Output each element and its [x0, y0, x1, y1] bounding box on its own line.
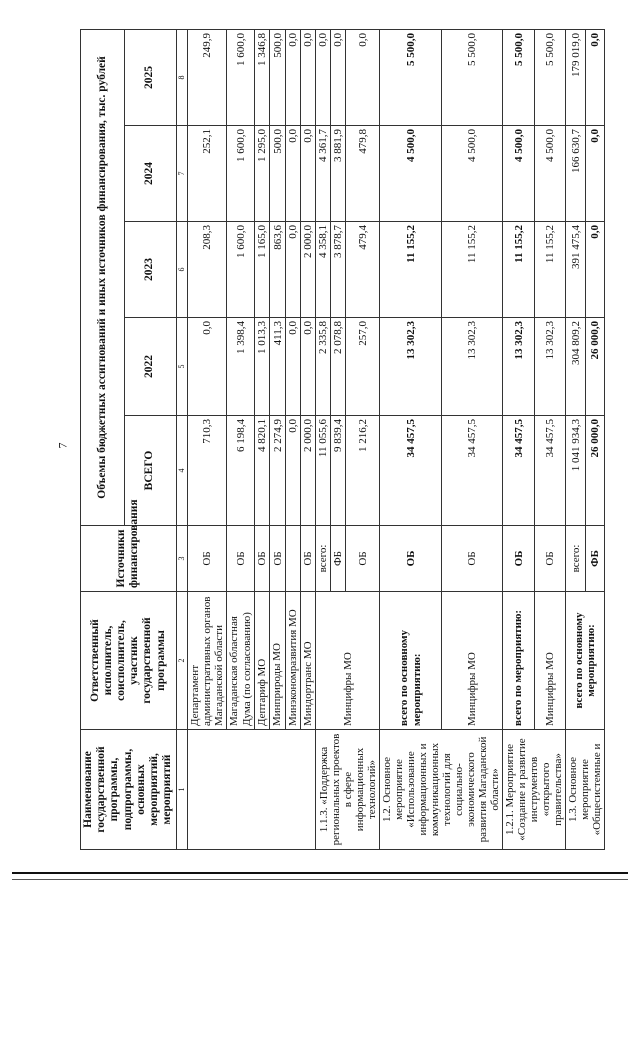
name-cell: 1.2. Основное мероприятие «Использование информационных и коммуникационных технологий для социально-экономического развития Магаданской области»: [380, 730, 503, 850]
name-cell: 1.1.3. «Поддержка региональных проектов в сфере информационных технологий»: [316, 730, 380, 850]
value-2023: 1 165,0: [255, 222, 270, 318]
value-2024: 166 630,7: [566, 126, 586, 222]
value-2025: 0,0: [331, 29, 346, 125]
responsible-cell: Департамент административных органов Магаданской области: [187, 592, 227, 730]
name-cell-empty: [187, 730, 316, 850]
value-2022: 0,0: [285, 318, 300, 416]
value-total: 9 839,4: [331, 416, 346, 526]
responsible-cell: всего по основному мероприятию:: [566, 592, 605, 730]
value-2025: 249,9: [187, 29, 227, 125]
source-cell: всего:: [566, 526, 586, 592]
value-2023: 863,6: [270, 222, 285, 318]
table-row: [301, 29, 316, 849]
table-row: [285, 29, 300, 849]
value-total: 1 041 934,3: [566, 416, 586, 526]
table-row: [534, 29, 566, 849]
table-row: [255, 29, 270, 849]
table-row: [441, 29, 503, 849]
value-2022: 13 302,3: [441, 318, 503, 416]
value-2022: 2 335,8: [316, 318, 331, 416]
header-year-2024: 2024: [124, 126, 176, 222]
value-2025: 500,0: [270, 29, 285, 125]
value-2025: 0,0: [585, 29, 605, 125]
budget-table: [80, 29, 605, 850]
value-2023: 4 358,1: [316, 222, 331, 318]
value-total: 34 457,5: [380, 416, 442, 526]
value-total: 26 000,0: [585, 416, 605, 526]
header-source: Источники финансирования: [81, 526, 177, 592]
source-cell: ОБ: [270, 526, 285, 592]
rotated-table-container: [80, 30, 604, 850]
value-2025: 5 500,0: [441, 29, 503, 125]
col-index: 8: [176, 29, 187, 125]
col-index: 2: [176, 592, 187, 730]
value-total: 4 820,1: [255, 416, 270, 526]
value-2023: 3 878,7: [331, 222, 346, 318]
value-2024: 4 500,0: [503, 126, 535, 222]
value-total: 34 457,5: [534, 416, 566, 526]
responsible-cell: Минэкономразвития МО: [285, 592, 300, 730]
value-2023: 11 155,2: [380, 222, 442, 318]
value-2024: 1 295,0: [255, 126, 270, 222]
source-cell: ФБ: [585, 526, 605, 592]
value-2022: 304 809,2: [566, 318, 586, 416]
value-2025: 5 500,0: [534, 29, 566, 125]
source-cell: ОБ: [255, 526, 270, 592]
value-total: 34 457,5: [503, 416, 535, 526]
value-2022: 13 302,3: [534, 318, 566, 416]
page-number: 7: [55, 442, 70, 449]
header-year-2022: 2022: [124, 318, 176, 416]
responsible-cell: Минцифры МО: [316, 592, 380, 730]
value-2024: 0,0: [301, 126, 316, 222]
value-2025: 0,0: [285, 29, 300, 125]
source-cell: ФБ: [331, 526, 346, 592]
value-2022: 257,0: [346, 318, 380, 416]
value-2024: 4 361,7: [316, 126, 331, 222]
col-index: 3: [176, 526, 187, 592]
col-index: 7: [176, 126, 187, 222]
responsible-cell: Минприроды МО: [270, 592, 285, 730]
value-total: 11 055,6: [316, 416, 331, 526]
value-2022: 1 398,4: [227, 318, 255, 416]
value-2024: 4 500,0: [441, 126, 503, 222]
source-cell: ОБ: [534, 526, 566, 592]
col-index: 1: [176, 730, 187, 850]
value-2024: 4 500,0: [380, 126, 442, 222]
responsible-cell: всего по основному мероприятию:: [380, 592, 442, 730]
value-2024: 4 500,0: [534, 126, 566, 222]
table-row: [316, 29, 331, 849]
source-cell: ОБ: [346, 526, 380, 592]
value-2024: 0,0: [585, 126, 605, 222]
responsible-cell: Магаданская областная Дума (по согласованию): [227, 592, 255, 730]
value-total: 2 274,9: [270, 416, 285, 526]
source-cell: ОБ: [301, 526, 316, 592]
source-cell: ОБ: [187, 526, 227, 592]
value-2022: 13 302,3: [380, 318, 442, 416]
value-2022: 1 013,3: [255, 318, 270, 416]
responsible-cell: всего по мероприятию:: [503, 592, 535, 730]
source-cell: ОБ: [503, 526, 535, 592]
value-2025: 1 600,0: [227, 29, 255, 125]
value-2025: 1 346,8: [255, 29, 270, 125]
value-2022: 2 078,8: [331, 318, 346, 416]
value-total: 34 457,5: [441, 416, 503, 526]
value-2025: 0,0: [301, 29, 316, 125]
responsible-cell: Дептариф МО: [255, 592, 270, 730]
header-year-2025: 2025: [124, 29, 176, 125]
value-2023: 391 475,4: [566, 222, 586, 318]
value-2023: 0,0: [585, 222, 605, 318]
value-2023: 479,4: [346, 222, 380, 318]
value-2024: 479,8: [346, 126, 380, 222]
header-volumes: Объемы бюджетных ассигнований и иных источников финансирования, тыс. рублей: [81, 29, 125, 525]
value-2023: 11 155,2: [534, 222, 566, 318]
source-cell: [285, 526, 300, 592]
column-index-row: [176, 29, 187, 849]
col-index: 4: [176, 416, 187, 526]
value-2025: 5 500,0: [380, 29, 442, 125]
responsible-cell: Миндортранс МО: [301, 592, 316, 730]
value-2022: 0,0: [187, 318, 227, 416]
value-total: 0,0: [285, 416, 300, 526]
source-cell: ОБ: [441, 526, 503, 592]
value-total: 6 198,4: [227, 416, 255, 526]
value-2023: 11 155,2: [503, 222, 535, 318]
divider-line: [12, 872, 628, 874]
divider-line: [12, 879, 628, 880]
value-total: 1 216,2: [346, 416, 380, 526]
value-total: 710,3: [187, 416, 227, 526]
table-row: [270, 29, 285, 849]
value-2025: 0,0: [346, 29, 380, 125]
name-cell: 1.2.1. Мероприятие «Создание и развитие инструментов «открытого правительства»: [503, 730, 566, 850]
value-2023: 1 600,0: [227, 222, 255, 318]
header-year-total: ВСЕГО: [124, 416, 176, 526]
col-index: 6: [176, 222, 187, 318]
table-row: [227, 29, 255, 849]
value-2024: 252,1: [187, 126, 227, 222]
table-row: [566, 29, 586, 849]
source-cell: ОБ: [227, 526, 255, 592]
responsible-cell: Минцифры МО: [534, 592, 566, 730]
source-cell: всего:: [316, 526, 331, 592]
name-cell: 1.3. Основное мероприятие «Общесистемные и: [566, 730, 605, 850]
value-2024: 1 600,0: [227, 126, 255, 222]
value-2025: 0,0: [316, 29, 331, 125]
value-2024: 3 881,9: [331, 126, 346, 222]
value-2023: 0,0: [285, 222, 300, 318]
col-index: 5: [176, 318, 187, 416]
header-name: Наименование государственной программы, подпрограммы, основных мероприятий, мероприятий: [81, 730, 177, 850]
table-row: [187, 29, 227, 849]
value-2024: 500,0: [270, 126, 285, 222]
source-cell: ОБ: [380, 526, 442, 592]
responsible-cell: Минцифры МО: [441, 592, 503, 730]
header-year-2023: 2023: [124, 222, 176, 318]
table-row: [503, 29, 535, 849]
table-row: [380, 29, 442, 849]
value-2022: 26 000,0: [585, 318, 605, 416]
value-2022: 13 302,3: [503, 318, 535, 416]
value-2022: 0,0: [301, 318, 316, 416]
value-2022: 411,3: [270, 318, 285, 416]
value-2023: 11 155,2: [441, 222, 503, 318]
header-responsible: Ответственный исполнитель, соисполнитель, участник государственной программы: [81, 592, 177, 730]
value-2025: 5 500,0: [503, 29, 535, 125]
value-2024: 0,0: [285, 126, 300, 222]
value-total: 2 000,0: [301, 416, 316, 526]
value-2025: 179 019,0: [566, 29, 586, 125]
value-2023: 208,3: [187, 222, 227, 318]
value-2023: 2 000,0: [301, 222, 316, 318]
